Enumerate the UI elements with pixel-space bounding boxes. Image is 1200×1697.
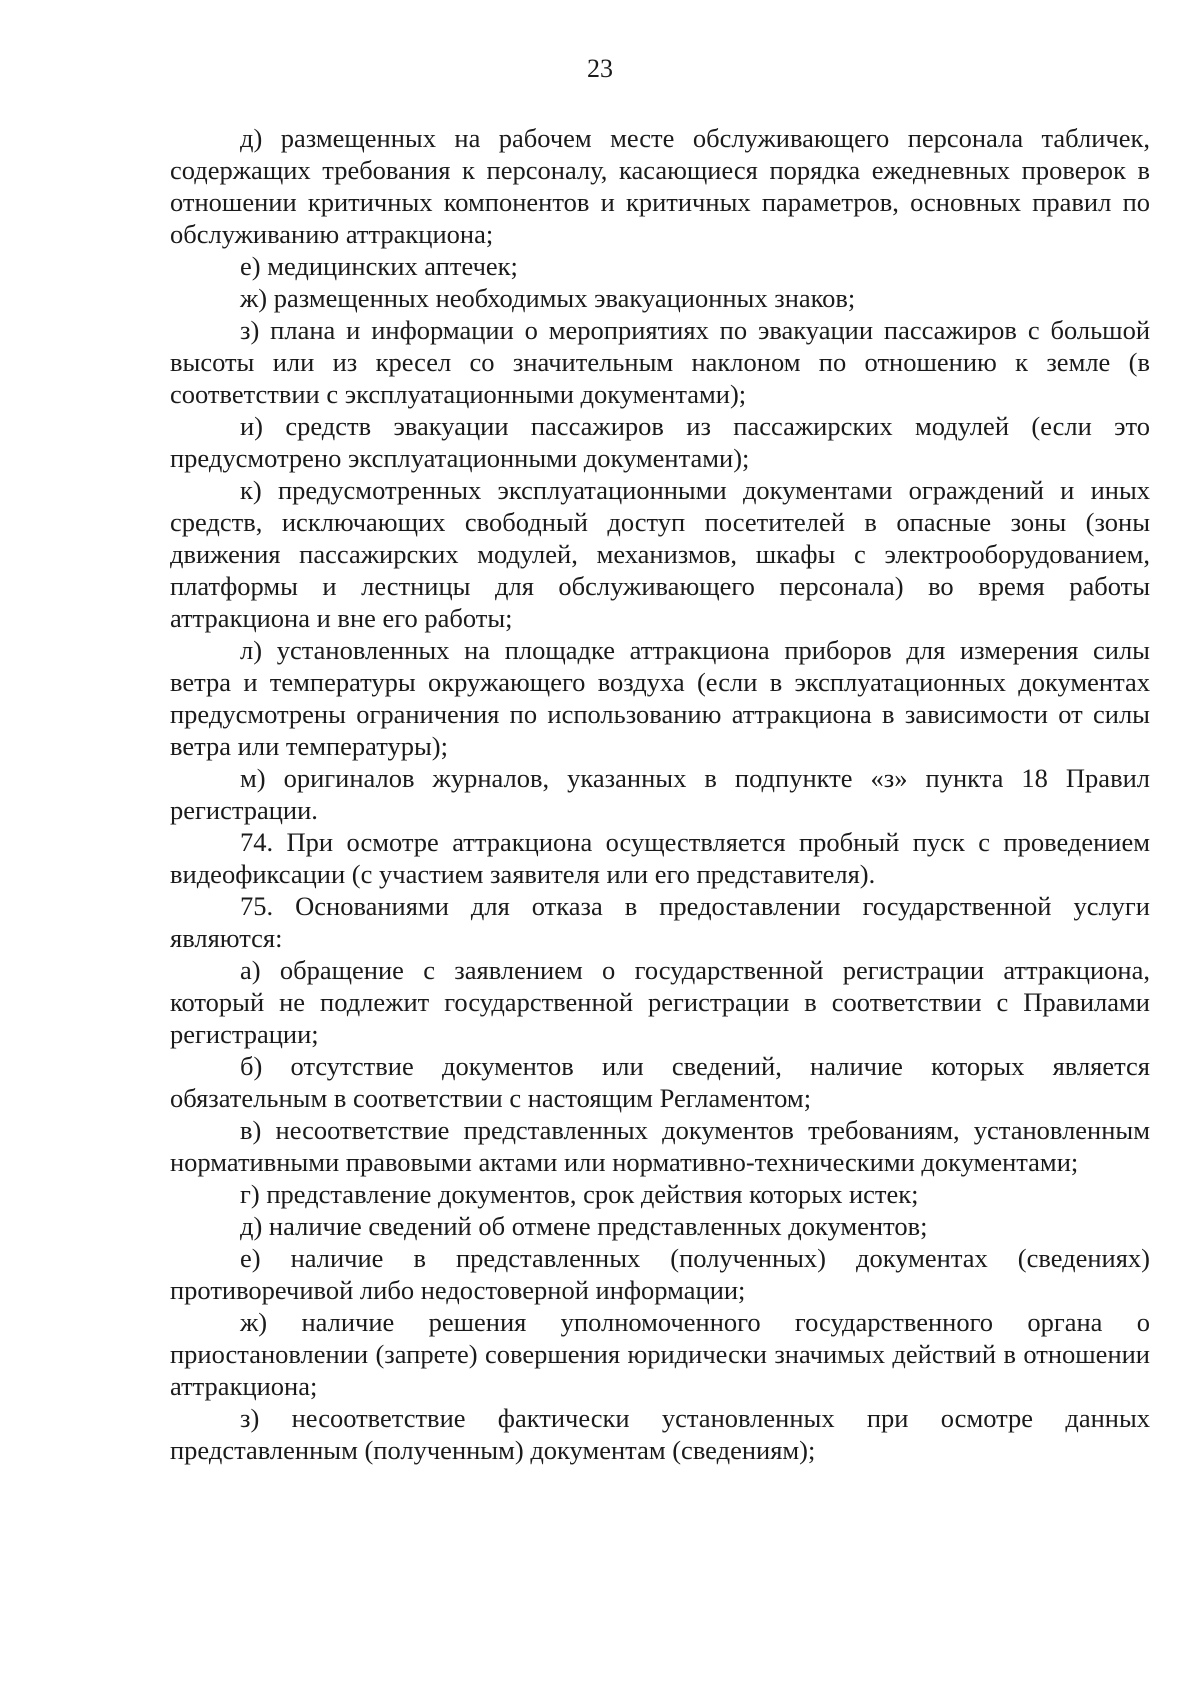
paragraph-m-logs: м) оригиналов журналов, указанных в подпункте «з» пункта 18 Правил регистрации. (170, 763, 1150, 825)
paragraph-e-first-aid: е) медицинских аптечек; (240, 251, 518, 281)
paragraph-k-barriers: к) предусмотренных эксплуатационными документами ограждений и иных средств, исключающих свободный доступ посетителей в опасные зоны (зоны движения пассажирских модулей, механизмов, шкафы с электрооборудованием, платформы и лестницы для обслуживающего персонала) во время работы аттракциона и вне его работы; (170, 475, 1150, 633)
paragraph-b-missing-docs: б) отсутствие документов или сведений, наличие которых является обязательным в соответствии с настоящим Регламентом; (170, 1051, 1150, 1113)
paragraph-74-test-run: 74. При осмотре аттракциона осуществляется пробный пуск с проведением видеофиксации (с участием заявителя или его представителя). (170, 827, 1150, 889)
paragraph-75-grounds: 75. Основаниями для отказа в предоставлении государственной услуги являются: (170, 891, 1150, 953)
paragraph-d-cancelled: д) наличие сведений об отмене представленных документов; (240, 1211, 928, 1241)
paragraph-zh-evacuation-signs: ж) размещенных необходимых эвакуационных знаков; (240, 283, 856, 313)
paragraph-zh-suspension: ж) наличие решения уполномоченного государственного органа о приостановлении (запрете) совершения юридически значимых действий в отношении аттракциона; (170, 1307, 1150, 1401)
paragraph-i-evacuation-means: и) средств эвакуации пассажиров из пассажирских модулей (если это предусмотрено эксплуатационными документами); (170, 411, 1150, 473)
paragraph-g-expired: г) представление документов, срок действия которых истек; (240, 1179, 919, 1209)
document-body (170, 122, 1150, 1466)
paragraph-z-mismatch: з) несоответствие фактически установленных при осмотре данных представленным (полученным) документам (сведениям); (170, 1403, 1150, 1465)
paragraph-d-signs: д) размещенных на рабочем месте обслуживающего персонала табличек, содержащих требования к персоналу, касающиеся порядка ежедневных проверок в отношении критичных компонентов и критичных параметров, основных правил по обслуживанию аттракциона; (170, 123, 1150, 249)
paragraph-a-not-subject: а) обращение с заявлением о государственной регистрации аттракциона, который не подлежит государственной регистрации в соответствии с Правилами регистрации; (170, 955, 1150, 1049)
paragraph-z-evacuation-plan: з) плана и информации о мероприятиях по эвакуации пассажиров с большой высоты или из кресел со значительным наклоном по отношению к земле (в соответствии с эксплуатационными документами); (170, 315, 1150, 409)
paragraph-l-instruments: л) установленных на площадке аттракциона приборов для измерения силы ветра и температуры окружающего воздуха (если в эксплуатационных документах предусмотрены ограничения по использованию аттракциона в зависимости от силы ветра или температуры); (170, 635, 1150, 761)
paragraph-e-contradictory: е) наличие в представленных (полученных) документах (сведениях) противоречивой либо недостоверной информации; (170, 1243, 1150, 1305)
page-number: 23 (587, 54, 613, 83)
paragraph-v-non-compliance: в) несоответствие представленных документов требованиям, установленным нормативными правовыми актами или нормативно-техническими документами; (170, 1115, 1150, 1177)
